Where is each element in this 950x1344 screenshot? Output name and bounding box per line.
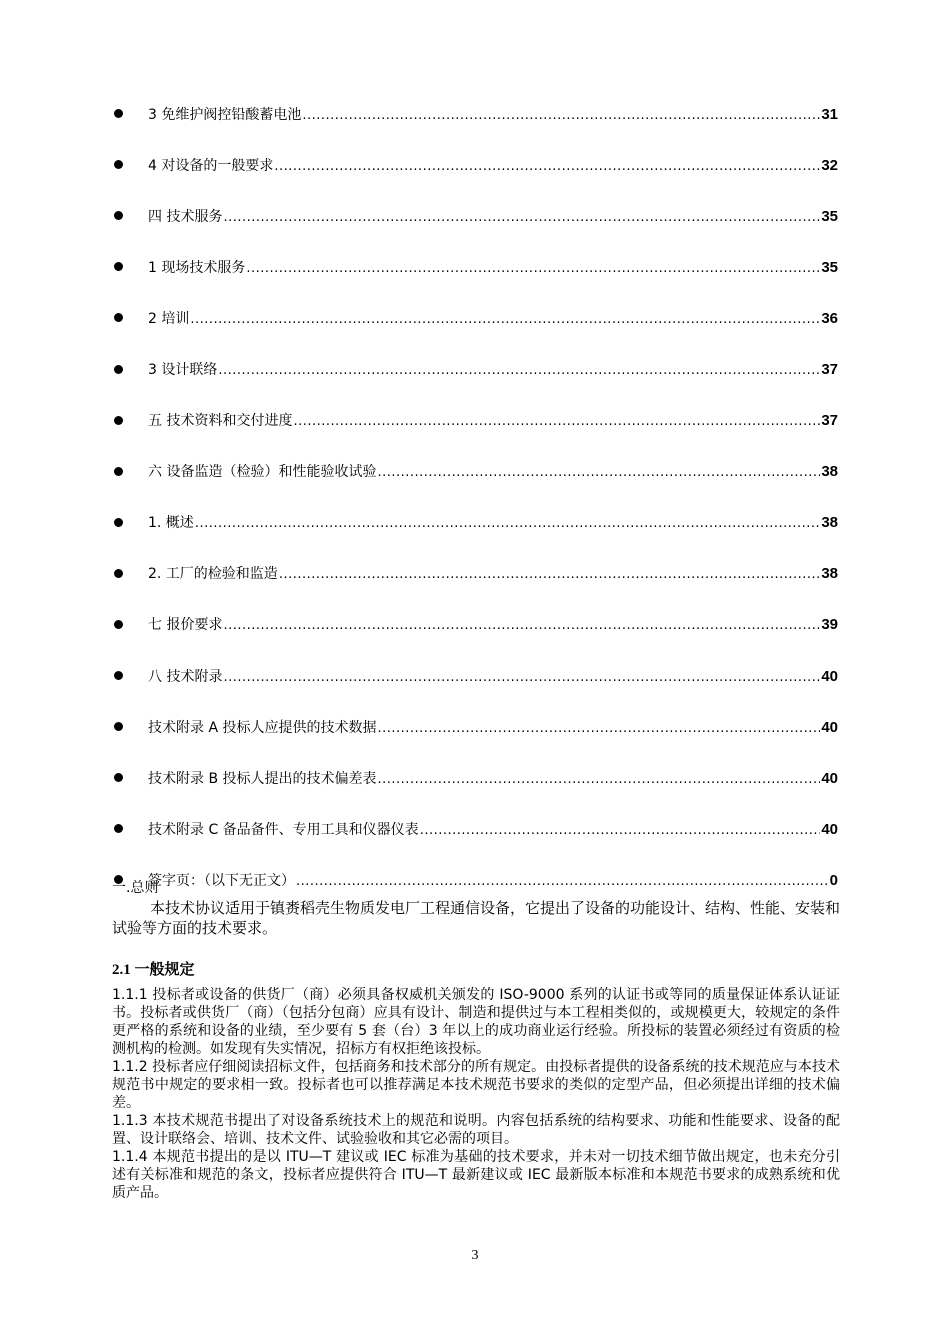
toc-entry[interactable] bbox=[112, 343, 838, 394]
toc-entry-page: 37 bbox=[821, 361, 838, 379]
toc-entry-page: 36 bbox=[821, 309, 838, 327]
bullet-icon bbox=[114, 569, 123, 578]
bullet-icon bbox=[114, 620, 123, 629]
bullet-icon bbox=[114, 416, 123, 425]
toc-leader-dots bbox=[420, 822, 821, 838]
toc-entry-title: 五 技术资料和交付进度 bbox=[148, 413, 293, 430]
toc-entry-page: 32 bbox=[821, 156, 838, 174]
bullet-icon bbox=[114, 773, 123, 782]
bullet-icon bbox=[114, 467, 123, 476]
toc-entry[interactable] bbox=[112, 497, 838, 548]
toc-leader-dots bbox=[190, 311, 820, 327]
bullet-icon bbox=[114, 313, 123, 322]
section-heading: 一.总则 bbox=[112, 880, 159, 896]
toc-entry-title: 4 对设备的一般要求 bbox=[148, 157, 274, 174]
bullet-icon bbox=[114, 365, 123, 374]
toc-entry[interactable] bbox=[112, 292, 838, 343]
toc-leader-dots bbox=[195, 515, 821, 531]
toc-entry[interactable] bbox=[112, 803, 838, 854]
toc-entry[interactable] bbox=[112, 88, 838, 139]
toc-entry-page: 38 bbox=[821, 463, 838, 481]
toc-entry-page: 37 bbox=[821, 412, 838, 430]
toc-entry-page: 40 bbox=[821, 769, 838, 787]
clause-paragraph: 1.1.3 本技术规范书提出了对设备系统技术上的规范和说明。内容包括系统的结构要求、功能和性能要求、设备的配置、设计联络会、培训、技术文件、试验验收和其它必需的项目。 bbox=[112, 1113, 840, 1147]
toc-entry[interactable] bbox=[112, 599, 838, 650]
toc-entry-page: 40 bbox=[821, 820, 838, 838]
toc-entry-title: 技术附录 C 备品备件、专用工具和仪器仪表 bbox=[148, 821, 419, 838]
toc-leader-dots bbox=[218, 362, 820, 378]
toc-entry-title: 四 技术服务 bbox=[148, 208, 223, 225]
bullet-icon bbox=[114, 824, 123, 833]
toc-entry[interactable] bbox=[112, 139, 838, 190]
toc-entry-title: 七 报价要求 bbox=[148, 617, 223, 634]
toc-entry-page: 40 bbox=[821, 667, 838, 685]
page-number: 3 bbox=[471, 1248, 479, 1263]
toc-entry-title: 八 技术附录 bbox=[148, 668, 223, 685]
toc-entry-title: 六 设备监造（检验）和性能验收试验 bbox=[148, 464, 377, 481]
toc-leader-dots bbox=[377, 464, 820, 480]
bullet-icon bbox=[114, 211, 123, 220]
toc-leader-dots bbox=[377, 720, 820, 736]
clause-paragraph: 1.1.1 投标者或设备的供货厂（商）必须具备权威机关颁发的 ISO-9000 系列的认证书或等同的质量保证体系认证证书。投标者或供货厂（商）（包括分包商）应具有设计、制造和提供过与本工程相类似的，或规模更大，较规定的条件更严格的系统和设备的业绩，至少要有 5 套（台）3 年以上的成功商业运行经验。所投标的装置必须经过有资质的检测机构的检测。如发现有失实情况，招标方有权拒绝该投标。 bbox=[112, 987, 840, 1057]
toc-entry-page: 35 bbox=[821, 258, 838, 276]
bullet-icon bbox=[114, 671, 123, 680]
toc-entry-page: 38 bbox=[821, 565, 838, 583]
toc-entry[interactable] bbox=[112, 395, 838, 446]
toc-entry-title: 3 设计联络 bbox=[148, 362, 218, 379]
toc-entry-page: 0 bbox=[829, 871, 838, 889]
bullet-icon bbox=[114, 518, 123, 527]
toc-entry[interactable] bbox=[112, 701, 838, 752]
toc-entry-page: 35 bbox=[821, 207, 838, 225]
subsection-heading: 2.1 一般规定 bbox=[112, 962, 195, 978]
toc-entry-page: 31 bbox=[821, 105, 838, 123]
toc-entry-title: 1 现场技术服务 bbox=[148, 259, 246, 276]
clause-paragraph: 1.1.4 本规范书提出的是以 ITU—T 建议或 IEC 标准为基础的技术要求，并未对一切技术细节做出规定，也未充分引述有关标准和规范的条文，投标者应提供符合 ITU—T 最新建议或 IEC 最新版本标准和本规范书要求的成熟系统和优质产品。 bbox=[112, 1149, 840, 1201]
toc-leader-dots bbox=[302, 107, 820, 123]
toc-entry-title: 3 免维护阀控铅酸蓄电池 bbox=[148, 106, 302, 123]
toc-leader-dots bbox=[223, 617, 820, 633]
table-of-contents bbox=[112, 88, 838, 906]
toc-entry-title: 技术附录 A 投标人应提供的技术数据 bbox=[148, 719, 377, 736]
toc-entry-title: 技术附录 B 投标人提出的技术偏差表 bbox=[148, 770, 377, 787]
toc-entry[interactable] bbox=[112, 650, 838, 701]
toc-entry[interactable] bbox=[112, 548, 838, 599]
toc-entry-page: 38 bbox=[821, 514, 838, 532]
toc-entry-title: 2. 工厂的检验和监造 bbox=[148, 566, 278, 583]
document-body bbox=[112, 878, 840, 1202]
bullet-icon bbox=[114, 262, 123, 271]
toc-leader-dots bbox=[223, 209, 820, 225]
toc-entry[interactable] bbox=[112, 241, 838, 292]
toc-entry[interactable] bbox=[112, 446, 838, 497]
toc-leader-dots bbox=[274, 158, 820, 174]
toc-leader-dots bbox=[378, 771, 821, 787]
toc-leader-dots bbox=[246, 260, 820, 276]
toc-leader-dots bbox=[293, 413, 820, 429]
toc-entry-page: 39 bbox=[821, 616, 838, 634]
intro-paragraph: 本技术协议适用于镇赉稻壳生物质发电厂工程通信设备，它提出了设备的功能设计、结构、性能、安装和试验等方面的技术要求。 bbox=[112, 899, 841, 937]
toc-leader-dots bbox=[223, 669, 820, 685]
toc-entry-title: 签字页：（以下无正文） bbox=[148, 872, 295, 889]
bullet-icon bbox=[114, 722, 123, 731]
toc-entry[interactable] bbox=[112, 752, 838, 803]
toc-entry[interactable] bbox=[112, 190, 838, 241]
toc-entry-title: 1. 概述 bbox=[148, 515, 194, 532]
toc-entry-title: 2 培训 bbox=[148, 310, 190, 327]
bullet-icon bbox=[114, 160, 123, 169]
toc-entry-page: 40 bbox=[821, 718, 838, 736]
toc-leader-dots bbox=[279, 566, 821, 582]
bullet-icon bbox=[114, 109, 123, 118]
clause-paragraph: 1.1.2 投标者应仔细阅读招标文件，包括商务和技术部分的所有规定。由投标者提供的设备系统的技术规范应与本技术规范书中规定的要求相一致。投标者也可以推荐满足本技术规范书要求的类似的定型产品，但必须提出详细的技术偏差。 bbox=[112, 1059, 840, 1111]
